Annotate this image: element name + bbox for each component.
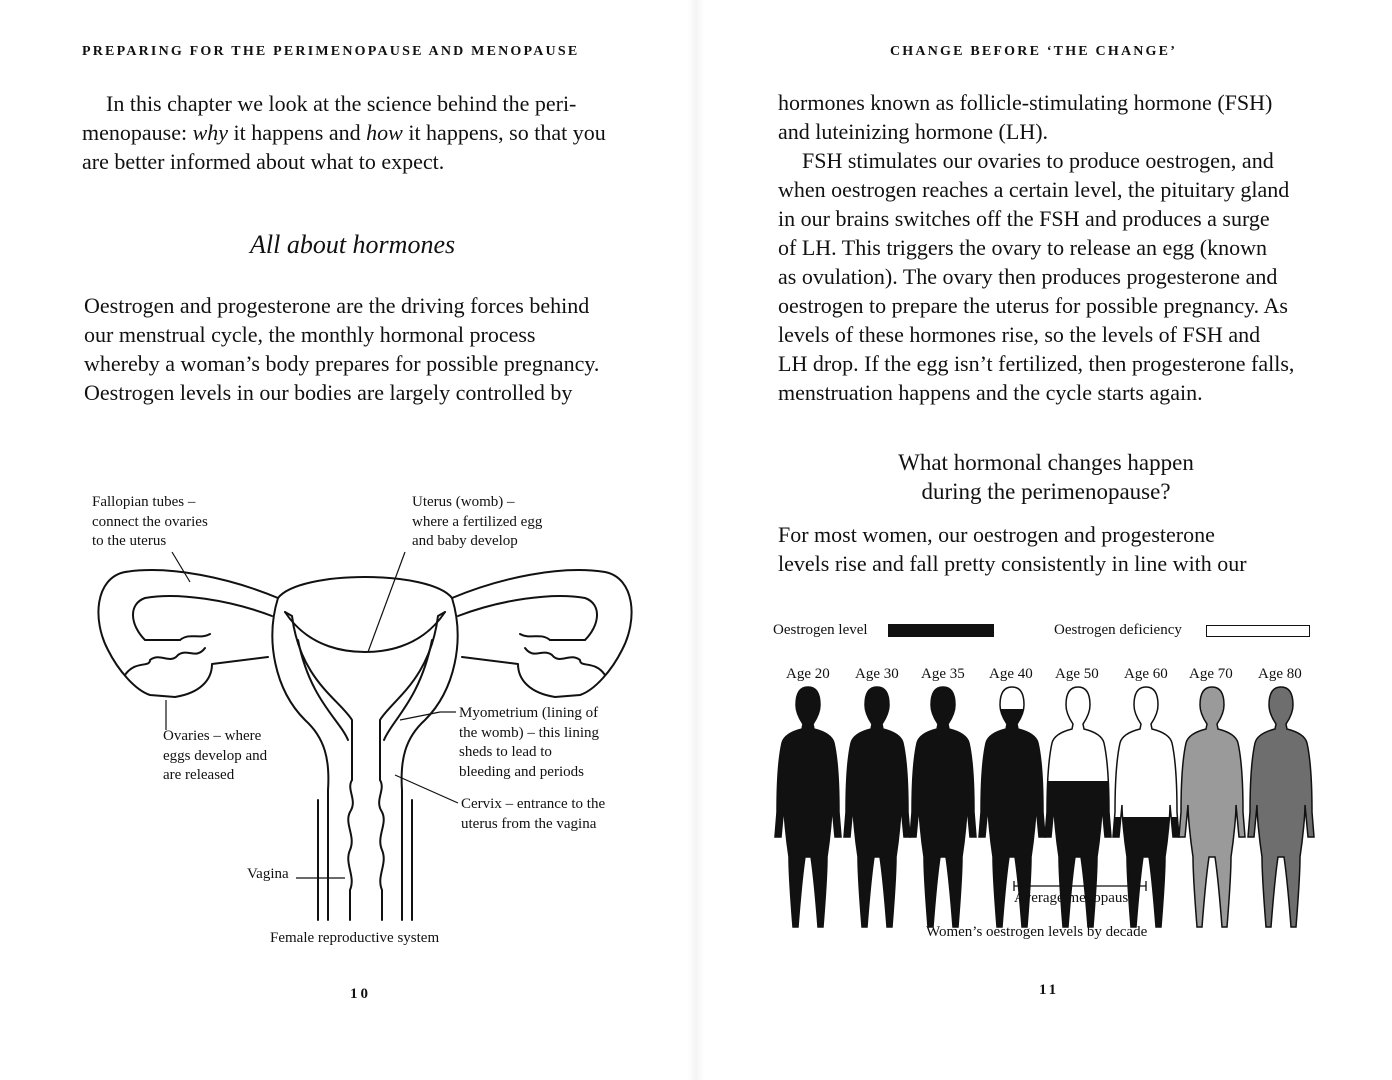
legend-oestrogen-level-label: Oestrogen level — [773, 622, 868, 638]
section-heading: All about hormones — [250, 230, 456, 259]
label-line: to the uterus — [92, 533, 167, 549]
emphasis-why: why — [192, 120, 229, 145]
body-line: in our brains switches off the FSH and produces a surge — [778, 206, 1270, 231]
age-label: Age 60 — [1124, 666, 1168, 682]
running-head-right: CHANGE BEFORE ‘THE CHANGE’ — [890, 44, 1178, 59]
body-line: hormones known as follicle-stimulating hormone (FSH) — [778, 90, 1273, 115]
label-line: Myometrium (lining of — [459, 705, 599, 721]
page-number-right: 11 — [1039, 982, 1060, 998]
diagram-caption: Female reproductive system — [270, 930, 440, 946]
intro-line-2-c: it happens, so that you — [402, 120, 606, 145]
label-line: Fallopian tubes – — [92, 494, 196, 510]
age-label: Age 40 — [989, 666, 1033, 682]
average-menopause-label: Average menopause — [1014, 890, 1135, 906]
label-line: eggs develop and — [163, 747, 268, 764]
body-line: when oestrogen reaches a certain level, the pituitary gland — [778, 177, 1290, 202]
section-subheading — [836, 448, 1256, 506]
age-label: Age 50 — [1055, 666, 1099, 682]
figure-caption: Women’s oestrogen levels by decade — [926, 924, 1148, 940]
body-line: menstruation happens and the cycle starts again. — [778, 380, 1203, 405]
intro-line-2-b: it happens and — [228, 120, 367, 145]
age-label: Age 70 — [1189, 666, 1233, 682]
body-line: LH drop. If the egg isn’t fertilized, then progesterone falls, — [778, 351, 1295, 376]
body-line: FSH stimulates our ovaries to produce oestrogen, and — [802, 148, 1274, 173]
paragraph-2 — [778, 146, 1310, 407]
intro-line-3: are better informed about what to expect. — [82, 149, 445, 174]
subheading-line: during the perimenopause? — [921, 479, 1171, 504]
paragraph-1 — [778, 88, 1310, 146]
legend-oestrogen-deficiency-label: Oestrogen deficiency — [1054, 622, 1182, 638]
right-page — [696, 0, 1392, 1080]
running-head-left: PREPARING FOR THE PERIMENOPAUSE AND MENOPAUSE — [82, 44, 580, 59]
body-line: levels of these hormones rise, so the levels of FSH and — [778, 322, 1261, 347]
body-line: Oestrogen levels in our bodies are largely controlled by — [84, 380, 573, 405]
intro-line-2-a: menopause: — [82, 120, 193, 145]
subheading-line: What hormonal changes happen — [898, 450, 1194, 475]
body-line: of LH. This triggers the ovary to release an egg (known — [778, 235, 1267, 260]
body-line: and luteinizing hormone (LH). — [778, 119, 1049, 144]
body-line: For most women, our oestrogen and progesterone — [778, 522, 1215, 547]
body-line: our menstrual cycle, the monthly hormonal process — [84, 322, 536, 347]
age-label: Age 35 — [921, 666, 965, 682]
emphasis-how: how — [366, 120, 403, 145]
body-line: whereby a woman’s body prepares for possible pregnancy. — [84, 351, 600, 376]
body-line: Oestrogen and progesterone are the driving forces behind — [84, 293, 590, 318]
label-line: are released — [163, 767, 235, 783]
label-line: where a fertilized egg — [412, 513, 543, 530]
label-line: sheds to lead to — [459, 744, 552, 760]
label-line: and baby develop — [412, 533, 518, 549]
label-line: uterus from the vagina — [461, 815, 597, 832]
body-line: levels rise and fall pretty consistently in line with our — [778, 551, 1247, 576]
label-line: connect the ovaries — [92, 513, 208, 530]
paragraph-3 — [778, 520, 1310, 578]
legend-oestrogen-level-swatch — [888, 624, 994, 637]
intro-line-1: In this chapter we look at the science behind the peri- — [106, 91, 577, 116]
label-line: Ovaries – where — [163, 728, 262, 744]
body-line: oestrogen to prepare the uterus for possible pregnancy. As — [778, 293, 1288, 318]
legend-oestrogen-deficiency-swatch — [1206, 625, 1310, 637]
page-number-left: 10 — [350, 986, 371, 1002]
label-line: bleeding and periods — [459, 763, 584, 780]
age-label: Age 80 — [1258, 666, 1302, 682]
label-line: Uterus (womb) – — [412, 494, 515, 510]
body-line: as ovulation). The ovary then produces progesterone and — [778, 264, 1278, 289]
vagina-label: Vagina — [247, 866, 289, 882]
label-line: Cervix – entrance to the — [461, 796, 606, 812]
age-label: Age 20 — [786, 666, 830, 682]
age-label: Age 30 — [855, 666, 899, 682]
label-line: the womb) – this lining — [459, 724, 599, 741]
